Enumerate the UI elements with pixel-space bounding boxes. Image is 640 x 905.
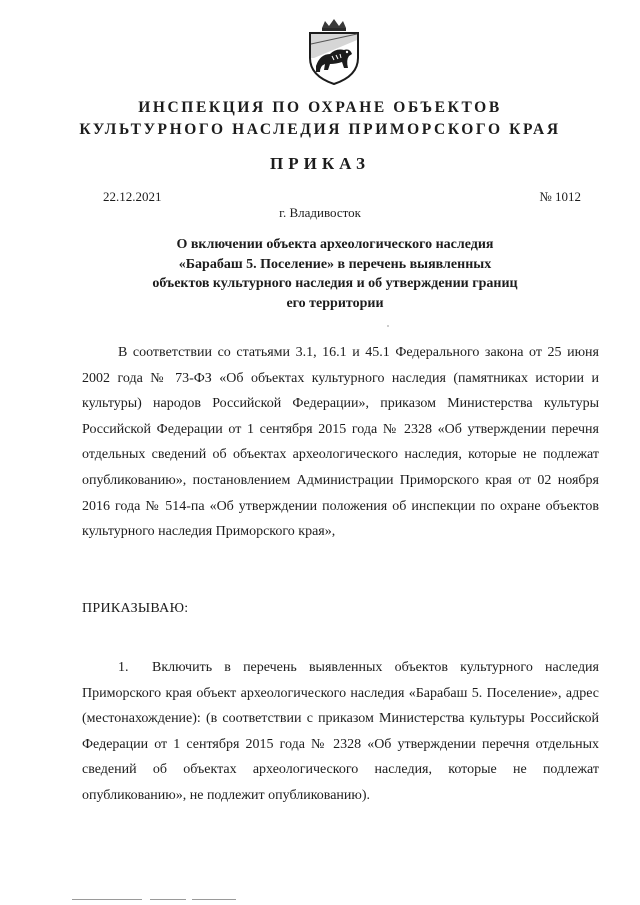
document-subject: О включении объекта археологического наследия «Барабаш 5. Поселение» в перечень выявленных объектов культурного наследия и об утверждении границ его территории xyxy=(152,237,518,311)
document-date: 22.12.2021 xyxy=(103,189,162,204)
order-word: ПРИКАЗЫВАЮ: xyxy=(82,601,189,616)
primorsky-krai-coat-of-arms-icon xyxy=(302,18,366,86)
preamble-paragraph: В соответствии со статьями 3.1, 16.1 и 45.1 Федерального закона от 25 июня 2002 года № 73-ФЗ «Об объектах культурного наследия (памятниках истории и культуры) народов Российской Федерации», приказом Министерства культуры Российской Федерации от 1 сентября 2015 года № 2328 «Об утверждении перечня отдельных сведений об объектах археологического наследия, которые не подлежат опубликованию», постановлением Администрации Приморского края от 02 ноября 2016 года № 514-па «Об утверждении положения об инспекции по охране объектов культурного наследия Приморского края», xyxy=(82,345,599,540)
scan-bottom-line xyxy=(192,899,236,900)
document-type-title: ПРИКАЗ xyxy=(270,154,370,173)
scan-speck xyxy=(387,325,389,327)
order-item-1-text: Включить в перечень выявленных объектов культурного наследия Приморского края объект археологического наследия «Барабаш 5. Поселение», адрес (местонахождение): (в соответствии с приказом Министерства культуры Российской Федерации от 1 сентября 2015 года № 2328 «Об утверждении перечня отдельных сведений об объектах археологического наследия, которые не подлежат опубликованию», не подлежит опубликованию). xyxy=(82,660,599,803)
organization-name-line-1: ИНСПЕКЦИЯ ПО ОХРАНЕ ОБЪЕКТОВ xyxy=(138,99,502,116)
order-item-1 xyxy=(82,655,599,809)
document-number: № 1012 xyxy=(539,189,581,204)
document-city: г. Владивосток xyxy=(279,205,361,220)
order-item-1-number: 1. xyxy=(118,660,129,675)
scan-bottom-line xyxy=(150,899,186,900)
scan-bottom-line xyxy=(72,899,142,900)
organization-name-line-2: КУЛЬТУРНОГО НАСЛЕДИЯ ПРИМОРСКОГО КРАЯ xyxy=(79,121,561,138)
